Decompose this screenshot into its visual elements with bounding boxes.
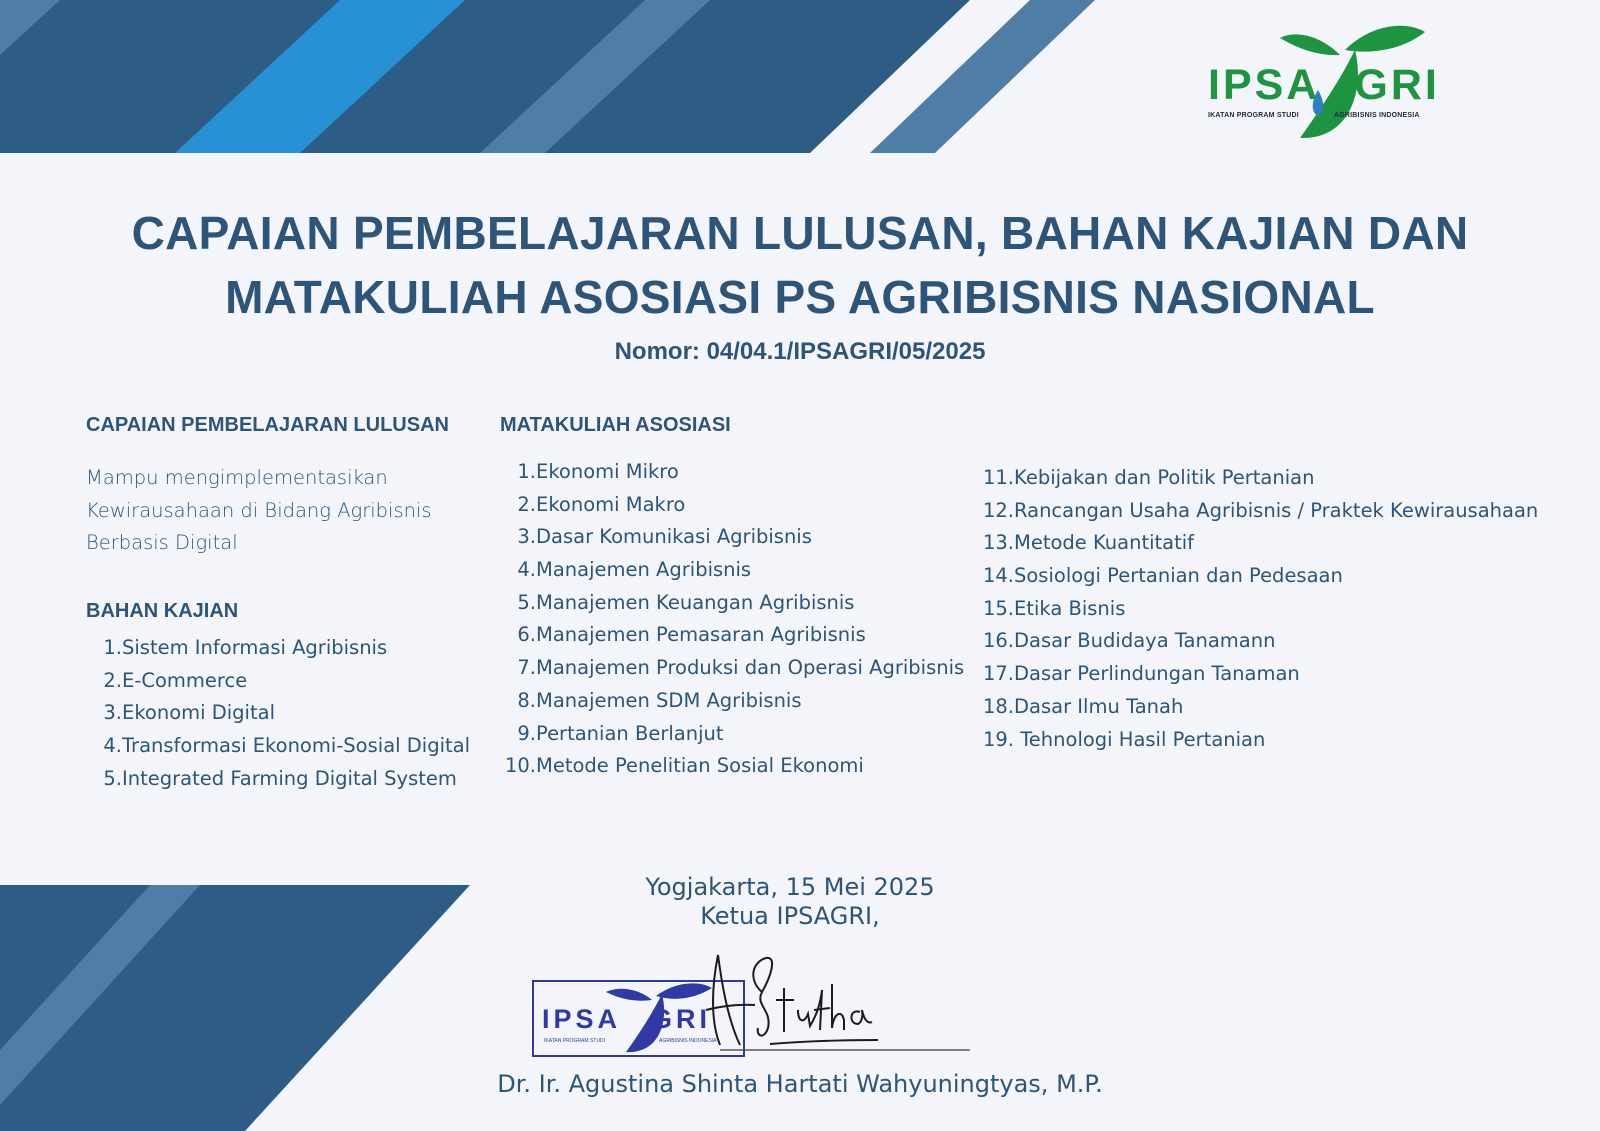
cpl-line: Kewirausahaan di Bidang Agribisnis [86,498,432,522]
list-item: 4. Transformasi Ekonomi-Sosial Digital [103,734,471,758]
cpl-description [86,462,432,560]
list-item: 8. Manajemen SDM Agribisnis [517,688,802,712]
document-number: Nomor: 04/04.1/IPSAGRI/05/2025 [614,338,986,365]
document-title-line2: MATAKULIAH ASOSIASI PS AGRIBISNIS NASIONAL [225,271,1375,323]
list-item: 16. Dasar Budidaya Tanamann [982,629,1276,653]
document-title-line1: CAPAIAN PEMBELAJARAN LULUSAN, BAHAN KAJIAN DAN [131,207,1469,259]
handwritten-signature [700,950,970,1060]
list-item: 3. Ekonomi Digital [103,701,275,725]
stamp-wordmark: IPSA GRI [542,1004,712,1034]
cpl-line: Mampu mengimplementasikan [86,466,388,489]
logo-subtitle-left: IKATAN PROGRAM STUDI [1208,112,1299,119]
list-item: 13. Metode Kuantitatif [982,531,1195,555]
list-item: 14. Sosiologi Pertanian dan Pedesaan [982,564,1343,588]
list-item: 10. Metode Penelitian Sosial Ekonomi [504,754,864,778]
list-item: 15. Etika Bisnis [982,596,1126,620]
stamp-subtitle-right: AGRIBISNIS INDONESIA [659,1038,717,1044]
place-date: Yogjakarta, 15 Mei 2025 [645,873,935,901]
list-item: 2. E-Commerce [103,668,248,692]
signer-name: Dr. Ir. Agustina Shinta Hartati Wahyuningtyas, M.P. [497,1070,1103,1098]
logo-subtitle-right: AGRIBISNIS INDONESIA [1334,112,1420,119]
matakuliah-list-col1 [500,456,964,783]
list-item: 17. Dasar Perlindungan Tanaman [982,662,1300,686]
list-item: 12. Rancangan Usaha Agribisnis / Praktek Kewirausahaan [982,498,1539,522]
list-item: 19. Tehnologi Hasil Pertanian [982,727,1266,751]
list-item: 18. Dasar Ilmu Tanah [982,694,1184,718]
stamp-subtitle-left: IKATAN PROGRAM STUDI [544,1038,605,1044]
list-item: 1. Sistem Informasi Agribisnis [103,636,388,659]
list-item: 1. Ekonomi Mikro [517,460,679,483]
matakuliah-heading: MATAKULIAH ASOSIASI [500,414,731,436]
bottom-banner-decoration [0,0,470,1131]
list-item: 6. Manajemen Pemasaran Agribisnis [517,623,866,647]
bahan-kajian-list [86,632,470,795]
cpl-line: Berbasis Digital [86,531,238,555]
list-item: 5. Manajemen Keuangan Agribisnis [517,590,855,614]
list-item: 4. Manajemen Agribisnis [517,558,752,582]
cpl-heading: CAPAIAN PEMBELAJARAN LULUSAN [86,414,449,436]
list-item: 7. Manajemen Produksi dan Operasi Agribisnis [517,656,965,680]
list-item: 5. Integrated Farming Digital System [103,766,457,790]
list-item: 11. Kebijakan dan Politik Pertanian [982,466,1315,489]
logo-wordmark: IPSA GRI [1208,61,1440,109]
list-item: 3. Dasar Komunikasi Agribisnis [517,525,812,549]
matakuliah-list-col2 [980,462,1538,756]
signer-role: Ketua IPSAGRI, [700,902,880,930]
list-item: 2. Ekonomi Makro [517,492,686,516]
ipsagri-logo [1200,20,1440,145]
bahan-kajian-heading: BAHAN KAJIAN [86,600,239,622]
list-item: 9. Pertanian Berlanjut [517,721,724,745]
